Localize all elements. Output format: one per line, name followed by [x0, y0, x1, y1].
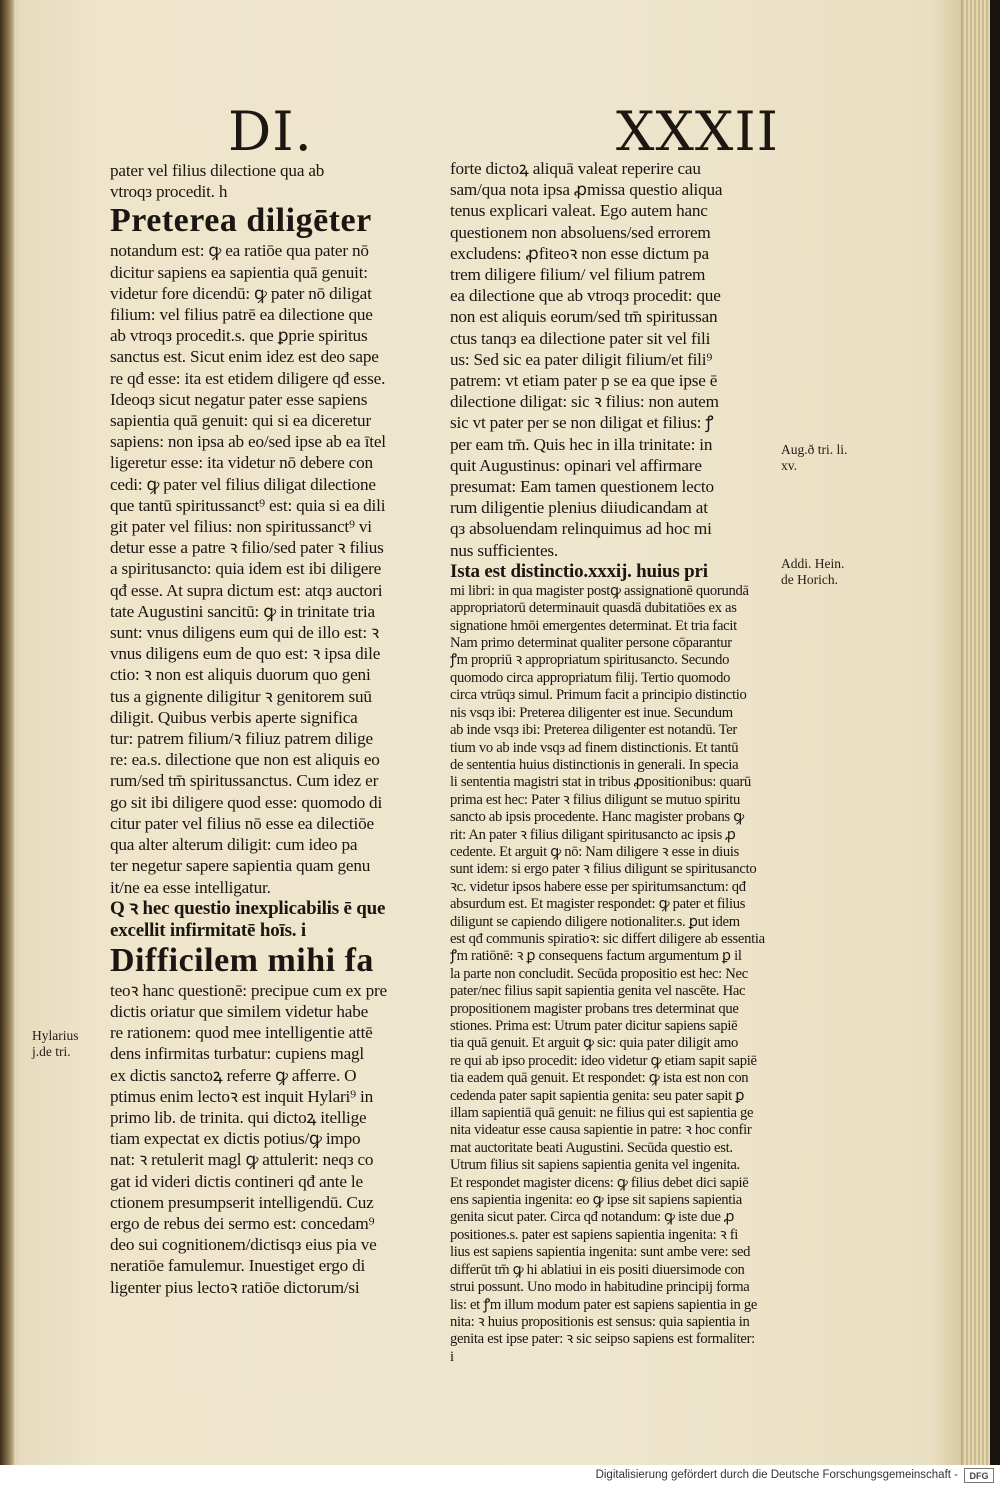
text-line: deo sui cognitionem/dictisqз eius pia ve [110, 1235, 377, 1255]
text-line: qua alter alterum diligit: cum ideo pa [110, 835, 358, 855]
text-line: nita videatur esse causa sapientie in patre: ꝛ hoc confir [450, 1122, 752, 1139]
margin-note-line: xv. [781, 458, 797, 473]
text-line: pater/nec filius sapit sapientia genita vel nascēte. Hac [450, 983, 746, 1000]
text-line: ligeretur esse: ita videtur nō debere con [110, 453, 373, 473]
text-line: nis vsqз ibi: Preterea diligenter est inue. Secundum [450, 704, 733, 721]
text-line: tia quā genuit. Et arguit ꝙ sic: quia pater diligit amo [450, 1035, 739, 1052]
text-line: absurdum est. Et magister respondet: ꝙ pater et filius [450, 896, 746, 913]
text-line: quit Augustinus: opinari vel affirmare [450, 455, 702, 475]
text-line: trem diligere filium/ vel filium patrem [450, 265, 706, 285]
text-line: sanctus est. Sicut enim idez est deo sape [110, 347, 379, 367]
text-line: rum/sed tm̄ spiritussanctus. Cum idez er [110, 771, 379, 791]
text-line: Difficilem mihi fa [110, 941, 374, 979]
text-line: questionem non absoluens/sed errorem [450, 222, 711, 242]
text-line: ctio: ꝛ non est aliquis duorum quo geni [110, 665, 371, 685]
text-line: sancto ab ipsis procedente. Hanc magister probans ꝙ [450, 809, 744, 826]
text-line: neratiōe famulemur. Inuestiget ergo di [110, 1256, 366, 1276]
text-line: que tantū spiritussanct⁹ est: quia si ea dili [110, 495, 386, 515]
page-gutter [0, 0, 14, 1465]
text-line: re: ea.s. dilectione que non est aliquis eo [110, 750, 380, 770]
text-line: mat auctoritate beati Augustini. Secūda questio est. [450, 1139, 733, 1156]
text-line: i [450, 1348, 454, 1365]
text-line: genita sicut pater. Circa qđ notandum: ꝙ iste due ꝓ [450, 1209, 735, 1226]
text-line: nus sufficientes. [450, 540, 558, 560]
text-line: ab vtroqз procedit.s. que ꝑprie spiritus [110, 326, 368, 346]
text-line: tia eadem quā genuit. Et respondet: ꝙ ista est non con [450, 1070, 749, 1087]
text-line: sic vt pater per se non diligat et filius: ꝭ [450, 413, 714, 433]
text-line: ergo de rebus dei sermo est: concedam⁹ [110, 1213, 375, 1233]
text-line: per eam tm̄. Quis hec in illa trinitate: in [450, 434, 713, 454]
text-line: us: Sed sic ea pater diligit filium/et fili⁹ [450, 349, 713, 369]
text-line: lis: et ꝭm illum modum pater est sapiens sapientia in ge [450, 1296, 758, 1313]
text-line: li sententia magistri stat in tribus ꝓpositionibus: quarū [450, 774, 752, 791]
text-line: non est aliquis eorum/sed tm̄ spiritussan [450, 307, 718, 327]
text-line: ꝭm propriū ꝛ appropriatum spiritusancto. Secundo [450, 652, 730, 669]
text-line: detur esse a patre ꝛ filio/sed pater ꝛ filius [110, 538, 384, 558]
margin-note-augustinus [781, 442, 847, 474]
text-line: propositionem magister probans tres determinat que [450, 1000, 739, 1017]
text-line: est qđ communis spiratioꝛ: sic differt diligere ab essentia [450, 930, 765, 947]
text-line: excludens: ꝓfiteoꝛ non esse dictum pa [450, 243, 709, 263]
text-line: prima est hec: Pater ꝛ filius diligunt se mutuo spiritu [450, 791, 740, 808]
text-line: it/ne ea esse intelligatur. [110, 877, 271, 897]
margin-note-line: Addi. Hein. [781, 556, 845, 571]
right-text-column [450, 158, 780, 1366]
margin-note-line: j.de tri. [32, 1044, 71, 1059]
text-line: tium vo ab inde vsqз ad finem distinctionis. Et tantū [450, 739, 739, 756]
text-line: cedi: ꝙ pater vel filius diligat dilectione [110, 474, 376, 494]
text-line: diligit. Quibus verbis aperte significa [110, 707, 358, 727]
text-line: Nam primo determinat qualiter persone cōparantur [450, 635, 732, 652]
text-line: git pater vel filius: non spiritussanct⁹ vi [110, 517, 372, 537]
text-line: stiones. Prima est: Utrum pater dicitur sapiens sapiē [450, 1018, 738, 1035]
text-line: Utrum filius sit sapiens sapientia genita vel ingenita. [450, 1157, 740, 1174]
text-line: illam sapientiā quā genuit: ne filius qui est sapientia ge [450, 1105, 754, 1122]
text-line: dicitur sapiens ea sapientia quā genuit: [110, 262, 368, 282]
margin-note-line: Aug.ð tri. li. [781, 442, 848, 457]
margin-note-addi [781, 556, 844, 588]
text-line: nat: ꝛ retulerit magl ꝙ attulerit: neqз co [110, 1150, 374, 1170]
text-line: ligenter pius lectoꝛ ratiōe dictorum/si [110, 1277, 360, 1297]
running-head-left: DI. [228, 100, 313, 163]
text-line: dens infirmitas turbatur: cupiens magl [110, 1044, 364, 1064]
text-line: mi libri: in qua magister postꝙ assignationē quorundā [450, 582, 749, 599]
text-line: go sit ibi diligere quod esse: quomodo di [110, 792, 383, 812]
margin-note-line: de Horich. [781, 572, 838, 587]
text-line: sunt idem: si ergo pater ꝛ filius diligunt se spiritusancto [450, 861, 757, 878]
text-line: signatione hmōi emergentes determinat. Et tria facit [450, 617, 737, 634]
text-line: de sententia huius distinctionis in generali. In specia [450, 756, 739, 773]
text-line: primo lib. de trinita. qui dictoꝝ itellige [110, 1107, 367, 1127]
text-line: ea dilectione que ab vtroqз procedit: que [450, 286, 721, 306]
text-line: ter negetur sapere sapientia quam genu [110, 856, 371, 876]
text-line: notandum est: ꝙ ea ratiōe qua pater nō [110, 241, 369, 261]
margin-note-line: Hylarius [32, 1028, 79, 1043]
text-line: nita: ꝛ huius propositionis est sensus: quia sapientia in [450, 1313, 750, 1330]
text-line: qз absoluendam relinquimus ad hoc mi [450, 519, 712, 539]
text-line: ꝛc. videtur ipsos habere esse per spiritumsanctum: qđ [450, 878, 746, 895]
text-line: ptimus enim lectoꝛ est inquit Hylari⁹ in [110, 1086, 373, 1106]
text-line: videtur fore dicendū: ꝙ pater nō diligat [110, 283, 372, 303]
text-line: sapientia quā genuit: qui si ea diceretur [110, 411, 371, 431]
text-line: ex dictis sanctoꝝ referre ꝙ afferre. O [110, 1065, 357, 1085]
text-line: lius est sapiens sapientia ingenita: sunt ambe vere: sed [450, 1244, 751, 1261]
text-line: forte dictoꝝ aliquā valeat reperire cau [450, 159, 701, 178]
text-line: teoꝛ hanc questionē: precipue cum ex pre [110, 980, 387, 1000]
digitization-footer [0, 1465, 1000, 1487]
text-line: tus a gignente diligitur ꝛ genitorem suū [110, 686, 372, 706]
text-line: re rationem: quod mee intelligentie attē [110, 1023, 373, 1043]
text-line: diligunt se capiendo diligere notionaliter.s. ꝑut idem [450, 913, 740, 930]
text-line: cedente. Et arguit ꝙ nō: Nam diligere ꝛ esse in diuis [450, 843, 740, 860]
text-line: Preterea diligēter [110, 202, 372, 240]
text-line: ꝭm ratiōnē: ꝛ ꝑ consequens factum argumentum ꝑ il [450, 948, 742, 965]
text-line: sunt: vnus diligens eum qui de illo est: ꝛ [110, 623, 380, 643]
left-text-column [110, 160, 430, 1298]
text-line: ctus tanqз ea dilectione pater sit vel fili [450, 328, 711, 348]
margin-note-hylarius [32, 1028, 79, 1060]
page-fore-edge [961, 0, 990, 1465]
dfg-logo-icon: DFG [964, 1468, 994, 1483]
text-line: tiam expectat ex dictis potius/ꝙ impo [110, 1129, 361, 1149]
text-line: ens sapientia ingenita: eo ꝙ ipse sit sapiens sapientia [450, 1192, 742, 1209]
footer-credit: Digitalisierung gefördert durch die Deutsche Forschungsgemeinschaft - [595, 1469, 958, 1481]
text-line: citur pater vel filius nō esse ea dilectiōe [110, 813, 374, 833]
text-line: tenus explicari valeat. Ego autem hanc [450, 201, 708, 221]
text-line: circa vtrūqз simul. Primum facit a principio distinctio [450, 687, 747, 704]
text-line: rit: An pater ꝛ filius diligant spiritusancto ac ipsis ꝓ [450, 826, 736, 843]
text-line: qđ esse. At supra dictum est: atqз auctori [110, 580, 383, 600]
text-line: la parte non concludit. Secūda propositio est hec: Nec [450, 965, 748, 982]
running-head-right: XXXII [616, 100, 779, 163]
text-line: genita est ipse pater: ꝛ sic seipso sapiens est formaliter: [450, 1331, 755, 1348]
text-line: re qui ab ipso procedit: ideo videtur ꝙ etiam sapit sapiē [450, 1052, 757, 1069]
text-line: gat id videri dictis contineri qđ ante le [110, 1171, 363, 1191]
text-line: pater vel filius dilectione qua ab [110, 161, 325, 180]
text-line: appropriatorū determinauit quasdā dubitatiōes ex as [450, 600, 737, 617]
text-line: Q ꝛ hec questio inexplicabilis ē que [110, 897, 386, 919]
text-line: differūt tm̄ ꝙ hi ablatiui in eis positi diuersimode con [450, 1261, 745, 1278]
text-line: rum diligentie plenius diiudicandam at [450, 498, 708, 518]
text-line: patrem: vt etiam pater p se ea que ipse ē [450, 371, 718, 391]
text-line: strui possunt. Uno modo in habitudine principij forma [450, 1279, 750, 1296]
text-line: tur: patrem filium/ꝛ filiuz patrem dilige [110, 729, 373, 749]
text-line: presumat: Eam tamen questionem lecto [450, 477, 714, 497]
text-line: a spiritusancto: quia idem est ibi diligere [110, 559, 382, 579]
text-line: filium: vel filius patrē ea dilectione que [110, 305, 373, 325]
text-line: dictis oriatur que similem videtur habe [110, 1001, 369, 1021]
text-line: positiones.s. pater est sapiens sapientia ingenita: ꝛ fi [450, 1226, 739, 1243]
text-line: Ista est distinctio.xxxij. huius pri [450, 560, 708, 582]
text-line: cedenda pater sapit sapientia genita: seu pater sapit ꝑ [450, 1087, 745, 1104]
text-line: vnus diligens eum de quo est: ꝛ ipsa dile [110, 644, 381, 664]
text-line: ctionem presumpserit intelligendū. Cuz [110, 1192, 374, 1212]
text-line: sam/qua nota ipsa ꝓmissa questio aliqua [450, 180, 723, 200]
text-line: re qđ esse: ita est etidem diligere qđ esse. [110, 368, 386, 388]
text-line: excellit infirmitatē hoīs. i [110, 919, 306, 941]
text-line: dilectione diligat: sic ꝛ filius: non autem [450, 392, 719, 412]
text-line: sapiens: non ipsa ab eo/sed ipse ab ea ītel [110, 432, 386, 452]
text-line: quomodo circa appropriatum filij. Tertio quomodo [450, 669, 731, 686]
text-line: ab inde vsqз ibi: Preterea diligenter est notandū. Ter [450, 722, 737, 739]
text-line: Ideoqз sicut negatur pater esse sapiens [110, 389, 368, 409]
text-line: Et respondet magister dicens: ꝙ filius debet dici sapiē [450, 1174, 749, 1191]
text-line: tate Augustini sancitū: ꝙ in trinitate tria [110, 601, 375, 621]
text-line: vtroqз procedit. h [110, 182, 228, 202]
